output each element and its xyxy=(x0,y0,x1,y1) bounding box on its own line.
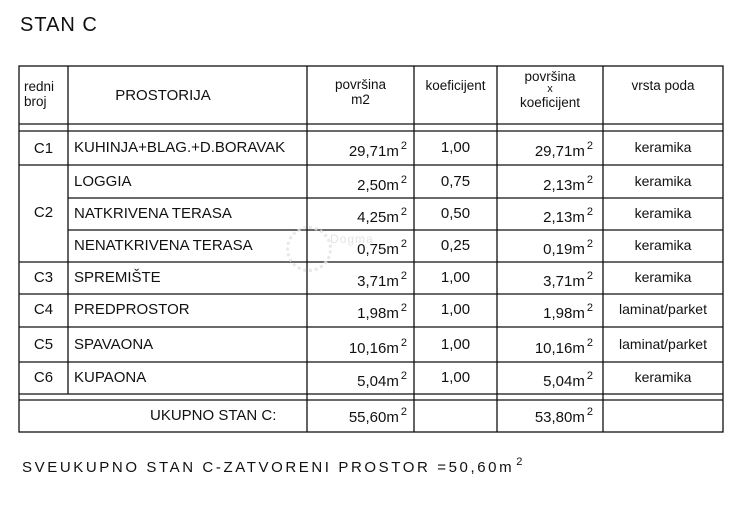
room-adjusted-area: 5,04m $^2$ xyxy=(543,370,593,390)
room-coefficient: 1,00 xyxy=(440,139,471,156)
group-label: C6 xyxy=(33,369,54,386)
group-label: C1 xyxy=(33,140,54,157)
room-coefficient: 1,00 xyxy=(440,336,471,353)
room-area: 2,50m $^2$ xyxy=(357,174,407,194)
room-name: PREDPROSTOR xyxy=(74,301,190,318)
group-label: C5 xyxy=(33,336,54,353)
footer-total: SVEUKUPNO STAN C-ZATVORENI PROSTOR =50,60m $^2$ xyxy=(22,456,523,476)
room-floor-type: keramika xyxy=(634,173,692,189)
room-coefficient: 0,75 xyxy=(440,173,471,190)
page-title: STAN C xyxy=(20,14,98,36)
room-name: LOGGIA xyxy=(74,173,132,190)
room-area: 0,75m $^2$ xyxy=(357,238,407,258)
room-adjusted-area: 10,16m $^2$ xyxy=(534,337,593,357)
group-label: C2 xyxy=(33,204,54,221)
header-povrsina: površina m2 xyxy=(334,77,387,107)
room-area: 29,71m $^2$ xyxy=(348,140,407,160)
room-floor-type: keramika xyxy=(634,269,692,285)
header-povrsina-x-koeficijent: površina x koeficijent xyxy=(519,69,581,110)
watermark-text: Dogma xyxy=(330,232,374,246)
room-adjusted-area: 2,13m $^2$ xyxy=(543,206,593,226)
room-area: 3,71m $^2$ xyxy=(357,270,407,290)
room-area: 4,25m $^2$ xyxy=(357,206,407,226)
room-name: SPAVAONA xyxy=(74,336,154,353)
group-label: C4 xyxy=(33,301,54,318)
room-name: KUHINJA+BLAG.+D.BORAVAK xyxy=(74,139,286,156)
room-area: 10,16m $^2$ xyxy=(348,337,407,357)
header-vrsta-poda: vrsta poda xyxy=(631,78,695,93)
room-coefficient: 0,25 xyxy=(440,237,471,254)
room-adjusted-area: 3,71m $^2$ xyxy=(543,270,593,290)
room-name: NATKRIVENA TERASA xyxy=(74,205,232,222)
total-adjusted-area: 53,80m $^2$ xyxy=(534,406,593,426)
room-floor-type: keramika xyxy=(634,237,692,253)
room-adjusted-area: 1,98m $^2$ xyxy=(543,302,593,322)
header-redni-broj: redni broj xyxy=(24,79,55,109)
room-floor-type: keramika xyxy=(634,205,692,221)
room-adjusted-area: 0,19m $^2$ xyxy=(543,238,593,258)
room-area: 5,04m $^2$ xyxy=(357,370,407,390)
room-floor-type: laminat/parket xyxy=(619,301,707,317)
room-name: NENATKRIVENA TERASA xyxy=(74,237,253,254)
room-adjusted-area: 29,71m $^2$ xyxy=(534,140,593,160)
total-area: 55,60m $^2$ xyxy=(348,406,407,426)
room-name: SPREMIŠTE xyxy=(74,269,161,286)
room-area: 1,98m $^2$ xyxy=(357,302,407,322)
room-floor-type: laminat/parket xyxy=(619,336,707,352)
room-adjusted-area: 2,13m $^2$ xyxy=(543,174,593,194)
room-floor-type: keramika xyxy=(634,369,692,385)
room-floor-type: keramika xyxy=(634,139,692,155)
room-coefficient: 1,00 xyxy=(440,269,471,286)
room-coefficient: 0,50 xyxy=(440,205,471,222)
room-coefficient: 1,00 xyxy=(440,301,471,318)
header-koeficijent: koeficijent xyxy=(425,78,486,93)
room-coefficient: 1,00 xyxy=(440,369,471,386)
group-label: C3 xyxy=(33,269,54,286)
header-prostorija: PROSTORIJA xyxy=(115,87,211,104)
total-label: UKUPNO STAN C: xyxy=(150,407,277,424)
room-name: KUPAONA xyxy=(74,369,147,386)
